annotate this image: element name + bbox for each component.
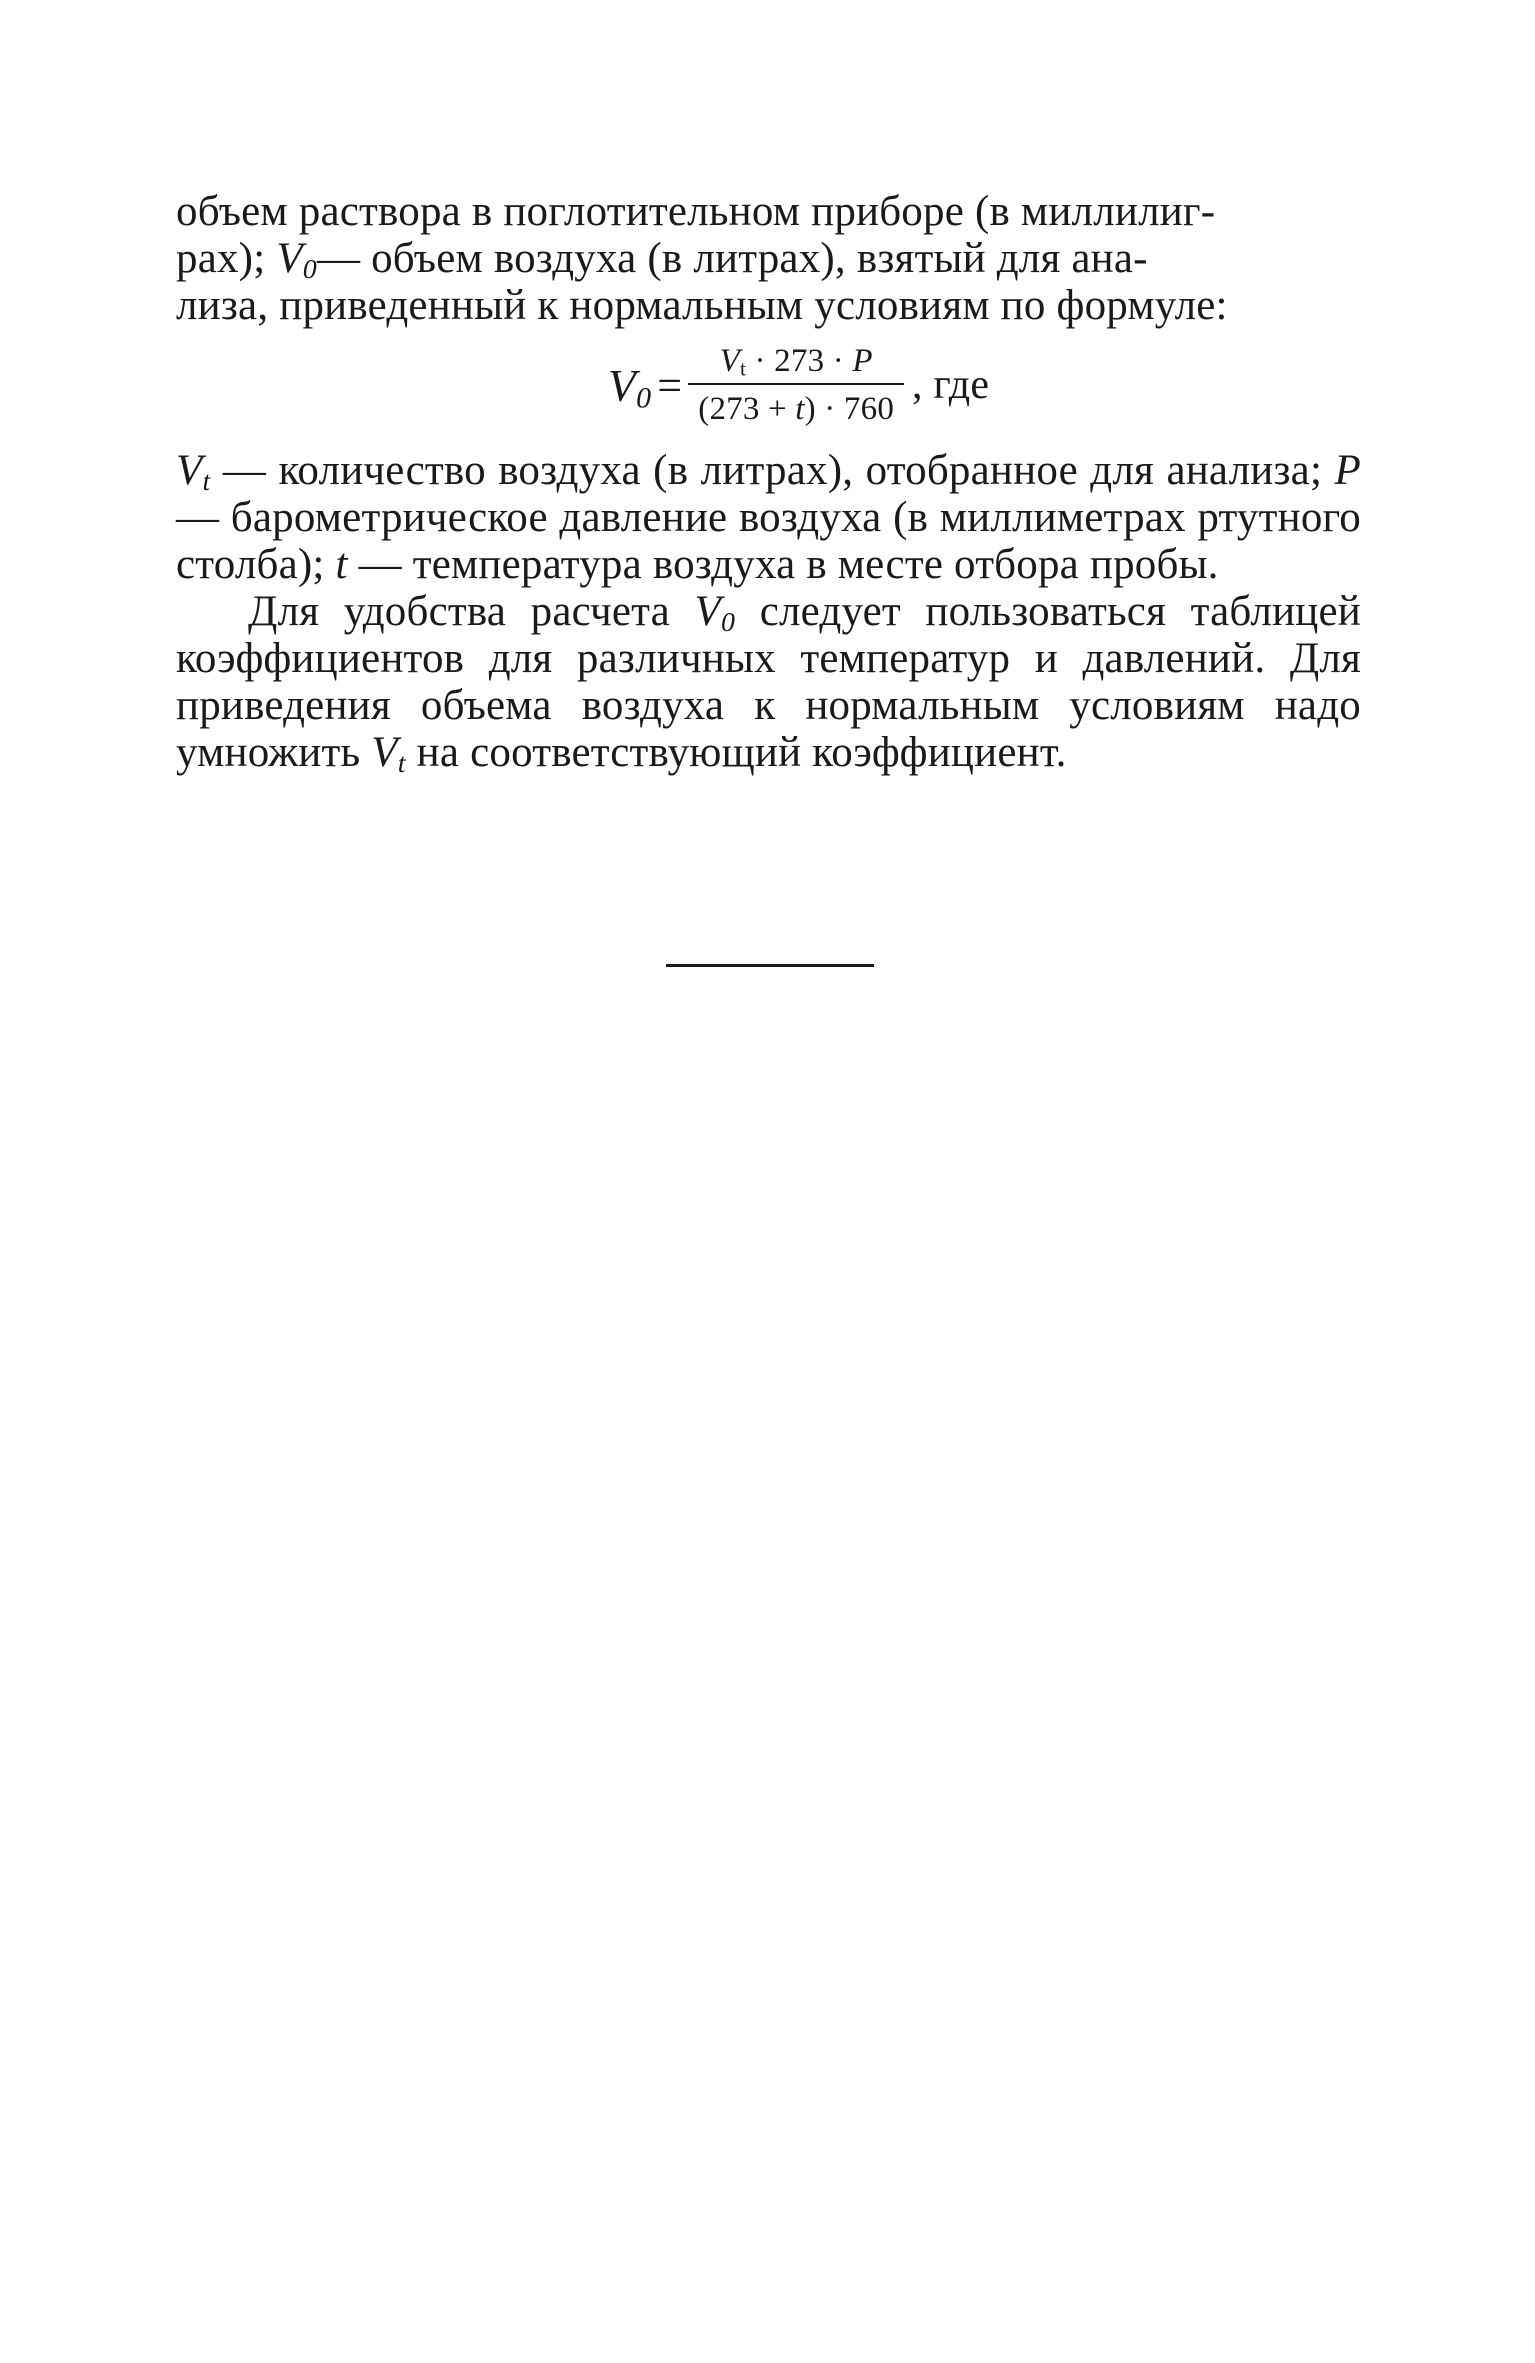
p-variable: P: [1334, 447, 1361, 494]
variable-symbol: V: [276, 235, 303, 282]
variable-symbol: V: [607, 359, 637, 411]
text-body: [176, 188, 1361, 780]
variable-symbol: V: [371, 729, 398, 776]
vt-variable: [176, 447, 211, 498]
text-span: — барометрическое давление воздуха (в миллиметрах ртутного столба);: [176, 494, 1361, 588]
variable-subscript: t: [739, 356, 747, 381]
numerator-text: · 273 ·: [746, 343, 853, 379]
denominator-text: ) · 760: [804, 391, 895, 427]
text-span: на соответствующий коэффициент.: [405, 729, 1067, 776]
section-divider: [666, 964, 874, 967]
variable-symbol: V: [176, 447, 203, 494]
text-span: рах);: [176, 235, 266, 282]
variable-symbol: V: [719, 343, 740, 379]
formula-lhs: [607, 359, 652, 415]
variable-subscript: 0: [720, 607, 736, 639]
equals-sign: =: [657, 360, 683, 410]
variable-subscript: t: [397, 748, 406, 780]
text-span: следует пользоваться таблицей коэффициентов для различных температур и давлений. Для приведения объема воздуха к нормальным условиям надо умножить: [176, 588, 1361, 776]
v0-variable: [276, 235, 317, 286]
text-span: Для удобства расчета: [248, 588, 695, 635]
variable-symbol: V: [694, 588, 721, 635]
t-variable: t: [335, 541, 348, 588]
variable-subscript: 0: [636, 381, 652, 415]
fraction-denominator: [688, 385, 904, 429]
text-line: лиза, приведенный к нормальным условиям по формуле:: [176, 282, 1228, 329]
text-span: — количество воздуха (в литрах), отобранное для анализа;: [210, 447, 1335, 494]
text-span: — объем воздуха (в литрах), взятый для ана-: [316, 235, 1148, 282]
v0-variable: [694, 588, 736, 639]
vt-variable: [371, 729, 406, 780]
variable-subscript: 0: [302, 254, 317, 286]
text-line: объем раствора в поглотительном приборе (в миллилиг-: [176, 188, 1216, 235]
variable-symbol: P: [852, 343, 873, 379]
paragraph-variables: [176, 447, 1361, 588]
formula-fraction: [688, 341, 904, 429]
text-span: — температура воздуха в месте отбора пробы.: [347, 541, 1219, 588]
paragraph-definitions: [176, 188, 1361, 329]
formula-trailing-text: , где: [912, 361, 990, 408]
paragraph-coefficients: [176, 588, 1361, 780]
denominator-text: (273 +: [698, 391, 796, 427]
variable-subscript: t: [202, 466, 211, 498]
volume-formula: [236, 331, 1361, 439]
fraction-numerator: [710, 341, 883, 383]
variable-symbol: t: [795, 391, 805, 427]
